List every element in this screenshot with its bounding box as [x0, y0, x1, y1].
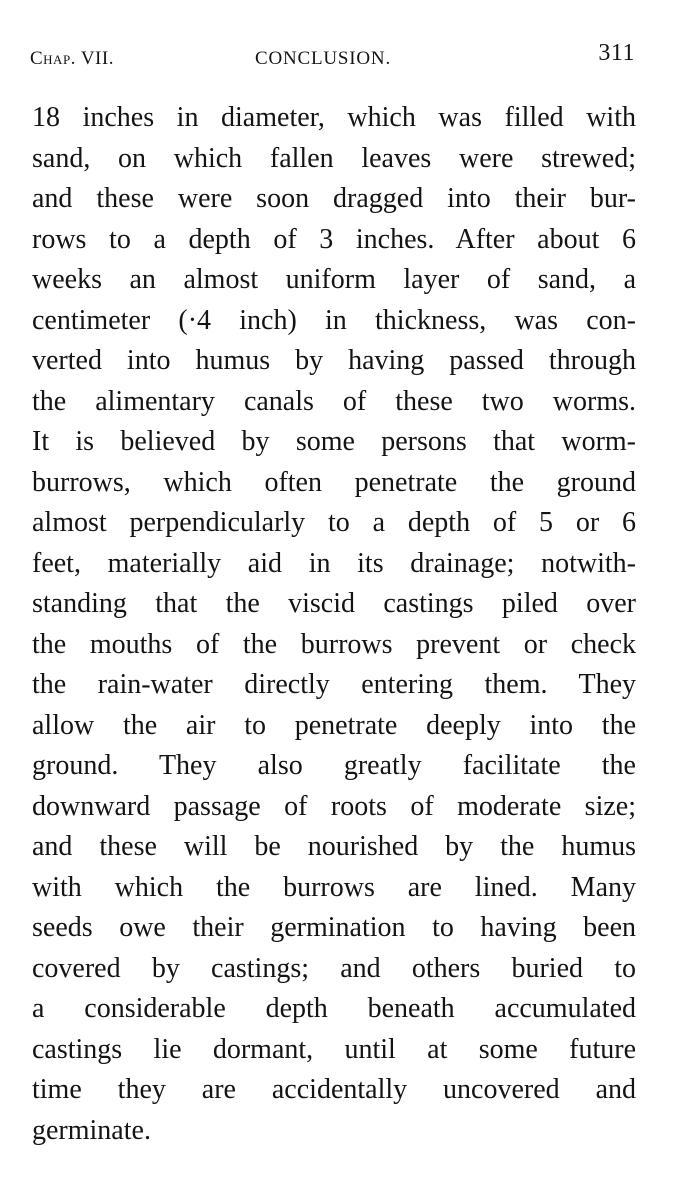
text-line: 18 inches in diameter, which was filled with [32, 102, 636, 133]
running-title: CONCLUSION. [255, 48, 392, 69]
text-line: ground. They also greatly facilitate the [32, 750, 636, 781]
text-line: germinate. [32, 1114, 151, 1146]
text-line: weeks an almost uniform layer of sand, a [32, 264, 636, 295]
text-line: downward passage of roots of moderate size; [32, 790, 636, 822]
text-line: verted into humus by having passed through [32, 345, 636, 376]
text-line: the rain-water directly entering them. They [32, 669, 636, 700]
text-line: feet, materially aid in its drainage; notwith- [32, 547, 636, 579]
chapter-label: Chap. VII. [30, 48, 114, 69]
text-line: centimeter (·4 inch) in thickness, was con- [32, 304, 636, 336]
body-text [32, 98, 636, 1151]
text-line: the mouths of the burrows prevent or check [32, 628, 636, 660]
text-line: a considerable depth beneath accumulated [32, 993, 636, 1024]
running-head [30, 40, 635, 74]
text-line: sand, on which fallen leaves were strewed; [32, 142, 636, 174]
text-line: allow the air to penetrate deeply into the [32, 709, 636, 741]
text-line: covered by castings; and others buried to [32, 952, 636, 984]
text-line: burrows, which often penetrate the ground [32, 466, 636, 498]
text-line: seeds owe their germination to having been [32, 912, 636, 943]
text-line: and these were soon dragged into their bur- [32, 183, 636, 214]
text-line: It is believed by some persons that worm- [32, 426, 636, 457]
text-line: with which the burrows are lined. Many [32, 871, 636, 903]
text-line: and these will be nourished by the humus [32, 831, 636, 862]
text-line: castings lie dormant, until at some future [32, 1033, 636, 1065]
text-line: standing that the viscid castings piled over [32, 588, 636, 619]
text-line: time they are accidentally uncovered and [32, 1074, 636, 1105]
text-line: rows to a depth of 3 inches. After about 6 [32, 223, 636, 255]
text-line: almost perpendicularly to a depth of 5 or 6 [32, 507, 636, 538]
text-line: the alimentary canals of these two worms. [32, 385, 636, 417]
page-number: 311 [598, 40, 635, 66]
